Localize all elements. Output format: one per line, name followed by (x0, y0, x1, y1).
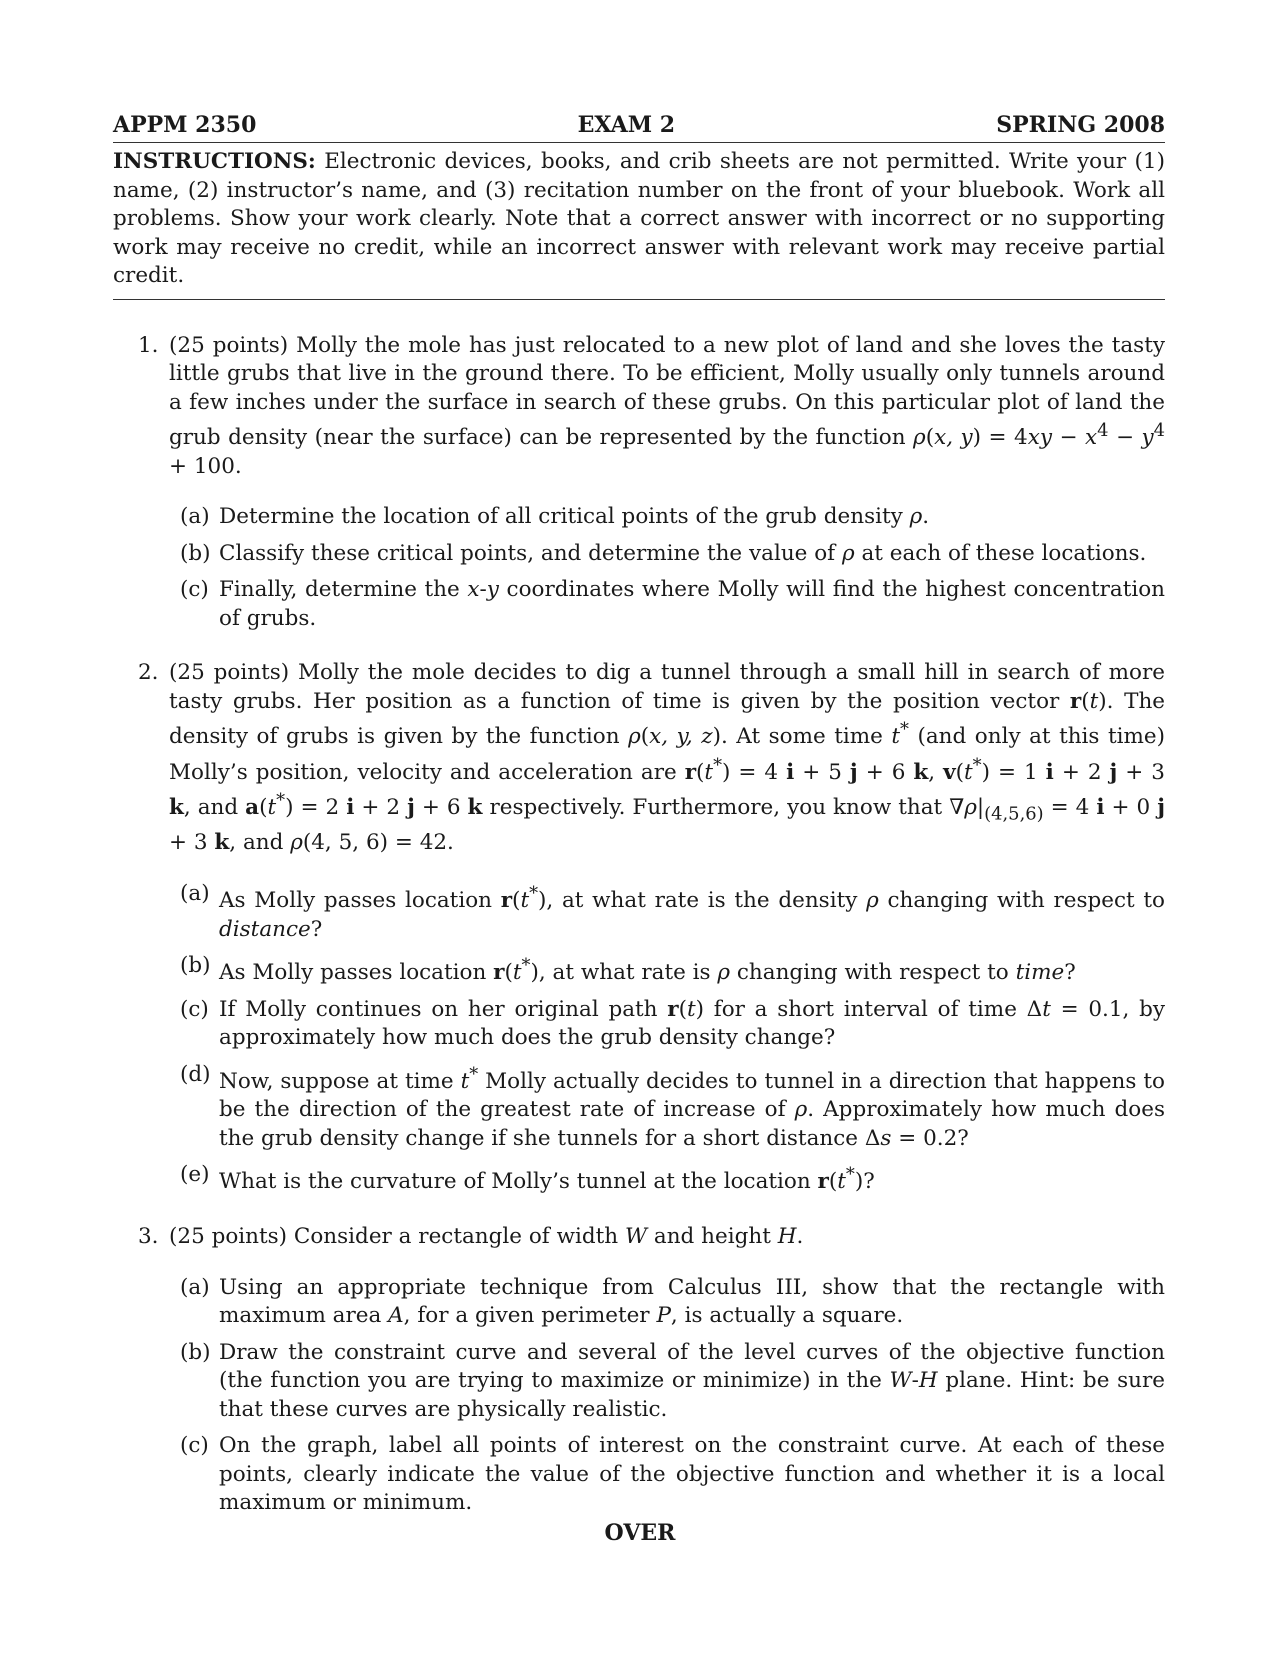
part-text: What is the curvature of Molly’s tunnel at the location r(t*)? (219, 1164, 875, 1195)
problem-part (169, 576, 1165, 633)
part-label: (d) (180, 1061, 211, 1087)
instructions-text: Electronic devices, books, and crib sheets are not permitted. Write your (1) name, (2) instructor’s name, and (3) recitation number on the front of your bluebook. Work all problems. Show your work clearly. Note that a correct answer with incorrect or no supporting work may receive no credit, while an incorrect answer with relevant work may receive partial credit. (113, 149, 1165, 288)
part-text: Determine the location of all critical points of the grub density ρ. (219, 504, 930, 530)
part-text: Using an appropriate technique from Calculus III, show that the rectangle with maximum area A, for a given perimeter P, is actually a square. (219, 1274, 1165, 1329)
instructions-block (113, 143, 1165, 300)
part-label: (e) (180, 1162, 210, 1188)
problem-list (113, 332, 1165, 1518)
problem-part (169, 1161, 1165, 1197)
course-code: APPM 2350 (113, 112, 257, 138)
problem-part (169, 996, 1165, 1053)
problem-part (169, 1432, 1165, 1518)
exam-page (113, 112, 1165, 1544)
problem-part (169, 1274, 1165, 1331)
problem-parts (169, 880, 1165, 1197)
problem-part (169, 1339, 1165, 1425)
problem-number: 1. (138, 332, 159, 358)
exam-term: SPRING 2008 (996, 112, 1165, 138)
part-text: As Molly passes location r(t*), at what rate is ρ changing with respect to time? (219, 955, 1076, 986)
problem-part (169, 952, 1165, 988)
part-text: If Molly continues on her original path r(t) for a short interval of time Δt = 0.1, by approximately how much does the grub density change? (219, 996, 1165, 1051)
part-label: (c) (180, 577, 209, 603)
problem-stem: (25 points) Consider a rectangle of width W and height H. (169, 1224, 804, 1250)
part-text: On the graph, label all points of interest on the constraint curve. At each of these points, clearly indicate the value of the objective function and whether it is a local maximum or minimum. (219, 1433, 1165, 1516)
part-label: (a) (180, 1274, 210, 1300)
problem-part (169, 880, 1165, 944)
problem-2 (113, 659, 1165, 1197)
problem-part (169, 503, 1165, 532)
problem-stem: (25 points) Molly the mole has just relocated to a new plot of land and she loves the tasty little grubs that live in the ground there. To be efficient, Molly usually only tunnels around a few inches under the surface in search of these grubs. On this particular plot of land the grub density (near the surface) can be represented by the function ρ(x, $y) = 4xy - x^4 - y^4 + 100$. (169, 332, 1166, 479)
part-label: (a) (180, 504, 210, 530)
problem-number: 2. (138, 660, 159, 686)
part-label: (b) (180, 540, 211, 566)
part-label: (b) (180, 953, 211, 979)
problem-part (169, 540, 1165, 569)
part-text: Finally, determine the x-y coordinates where Molly will find the highest concentration of grubs. (219, 577, 1165, 631)
problem-3 (113, 1223, 1165, 1518)
part-label: (c) (180, 1433, 209, 1459)
part-label: (c) (180, 996, 209, 1022)
problem-part (169, 1061, 1165, 1154)
part-text: Classify these critical points, and determine the value of ρ at each of these locations. (219, 540, 1147, 566)
instructions-label: INSTRUCTIONS: (113, 149, 316, 174)
problem-parts (169, 503, 1165, 633)
part-label: (b) (180, 1339, 211, 1365)
problem-1 (113, 332, 1165, 634)
part-text: Draw the constraint curve and several of the level curves of the objective function (the function you are trying to maximize or minimize) in the W-H plane. Hint: be sure that these curves are physically realistic. (219, 1339, 1165, 1422)
part-label: (a) (180, 880, 210, 906)
part-text: As Molly passes location r(t*), at what rate is the density ρ changing with respect to distance? (219, 882, 1166, 942)
exam-title: EXAM 2 (577, 112, 676, 138)
problem-parts (169, 1274, 1165, 1518)
problem-stem: (25 points) Molly the mole decides to dig a tunnel through a small hill in search of more tasty grubs. Her position as a function of time is given by the position vector r(t). The density of grubs is given by the function ρ(x, y, z). At some time t* (and only at this time) Molly’s position, velocity and acceleration are r(t*) = 4 i + 5 j + 6 k, v(t*) = 1 i + 2 j + 3 k, and a(t*) = 2 i + 2 j + 6 k respectively. Furthermore, you know that $\nabla\rho|_{(4,5,6)} = 4$ i + 0 j + 3 k, and ρ(4, 5, 6) = 42. (169, 660, 1166, 856)
part-text: Now, suppose at time t* Molly actually decides to tunnel in a direction that happens to be the direction of the greatest rate of increase of ρ. Approximately how much does the grub density change if she tunnels for a short distance Δs = 0.2? (219, 1063, 1165, 1151)
problem-number: 3. (138, 1224, 159, 1250)
exam-header (113, 112, 1165, 143)
over-label: OVER (604, 1520, 676, 1546)
